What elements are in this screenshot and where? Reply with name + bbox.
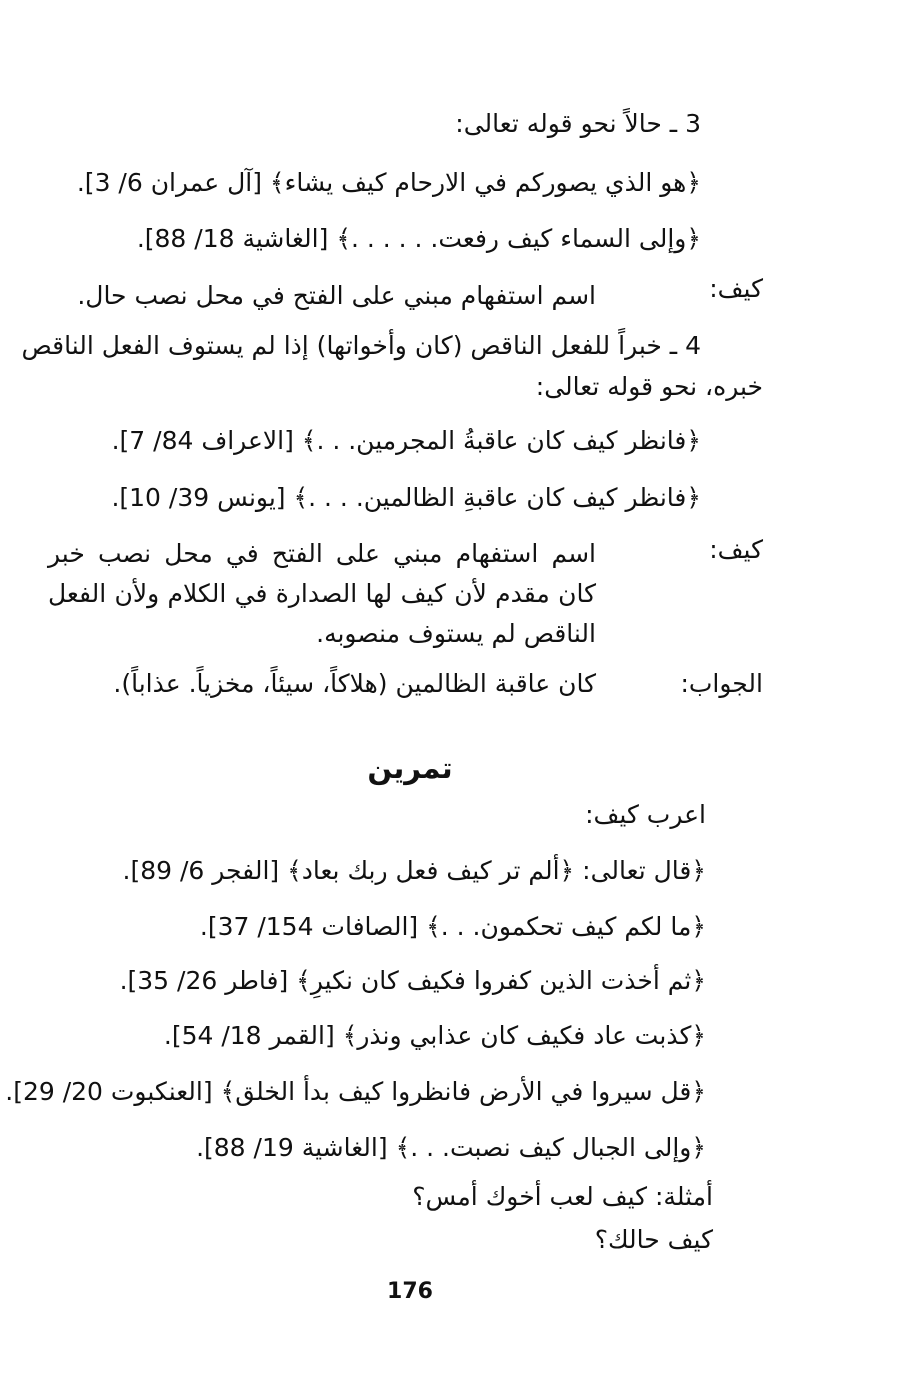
term-explanation-paragraph: اسم استفهام مبني على الفتح في محل نصب خبر كان مقدم لأن كيف لها الصدارة في الكلام ولأن الفعل الناقص لم يستوف منصوبه. (48, 539, 596, 648)
exercise-item: ﴿ما لكم كيف تحكمون. . .﴾ [الصافات 154/ 37]. (199, 912, 706, 941)
text-line-2: 4 ـ خبراً للفعل الناقص (كان وأخواتها) إذا لم يستوف الفعل الناقص (21, 331, 701, 360)
exercise-item: ﴿ثم أخذت الذين كفروا فكيف كان نكيرِ﴾ [فاطر 26/ 35]. (119, 966, 706, 995)
term-label: كيف: (709, 274, 763, 303)
term-explanation: اسم استفهام مبني على الفتح في محل نصب حال. (77, 281, 596, 310)
page-number: 176 (387, 1279, 433, 1304)
text-line-1: 3 ـ حالاً نحو قوله تعالى: (455, 109, 701, 138)
quran-verse-line: ﴿فانظر كيف كان عاقبةِ الظالمين. . . .﴾ [يونس 39/ 10]. (111, 483, 701, 512)
exercise-item: ﴿قال تعالى: ﴿ألم تر كيف فعل ربك بعاد﴾ [الفجر 6/ 89]. (122, 856, 706, 885)
section-heading: تمرين (367, 751, 453, 785)
term-label: كيف: (709, 535, 763, 564)
exercise-item: ﴿وإلى الجبال كيف نصبت. . .﴾ [الغاشية 19/ 88]. (196, 1133, 706, 1162)
quran-verse-line: ﴿فانظر كيف كان عاقبةُ المجرمين. . .﴾ [الاعراف 84/ 7]. (111, 426, 701, 455)
exercise-item: ﴿كذبت عاد فكيف كان عذابي ونذر﴾ [القمر 18/ 54]. (163, 1021, 706, 1050)
example-line: أمثلة: كيف لعب أخوك أمس؟ (412, 1182, 713, 1211)
text-line-3: خبره، نحو قوله تعالى: (535, 372, 763, 401)
answer-label: الجواب: (680, 669, 763, 698)
answer-text: كان عاقبة الظالمين (هلاكاً، سيئاً، مخزياً. عذاباً). (113, 669, 596, 698)
quran-verse-line: ﴿هو الذي يصوركم في الارحام كيف يشاء﴾ [آل عمران 6/ 3]. (76, 168, 701, 197)
quran-verse-line: ﴿وإلى السماء كيف رفعت. . . . . .﴾ [الغاشية 18/ 88]. (136, 224, 701, 253)
example-line: كيف حالك؟ (594, 1225, 713, 1254)
exercise-item: ﴿قل سيروا في الأرض فانظروا كيف بدأ الخلق﴾ [العنكبوت 20/ 29]. (5, 1077, 706, 1106)
exercise-instruction: اعرب كيف: (585, 800, 706, 829)
